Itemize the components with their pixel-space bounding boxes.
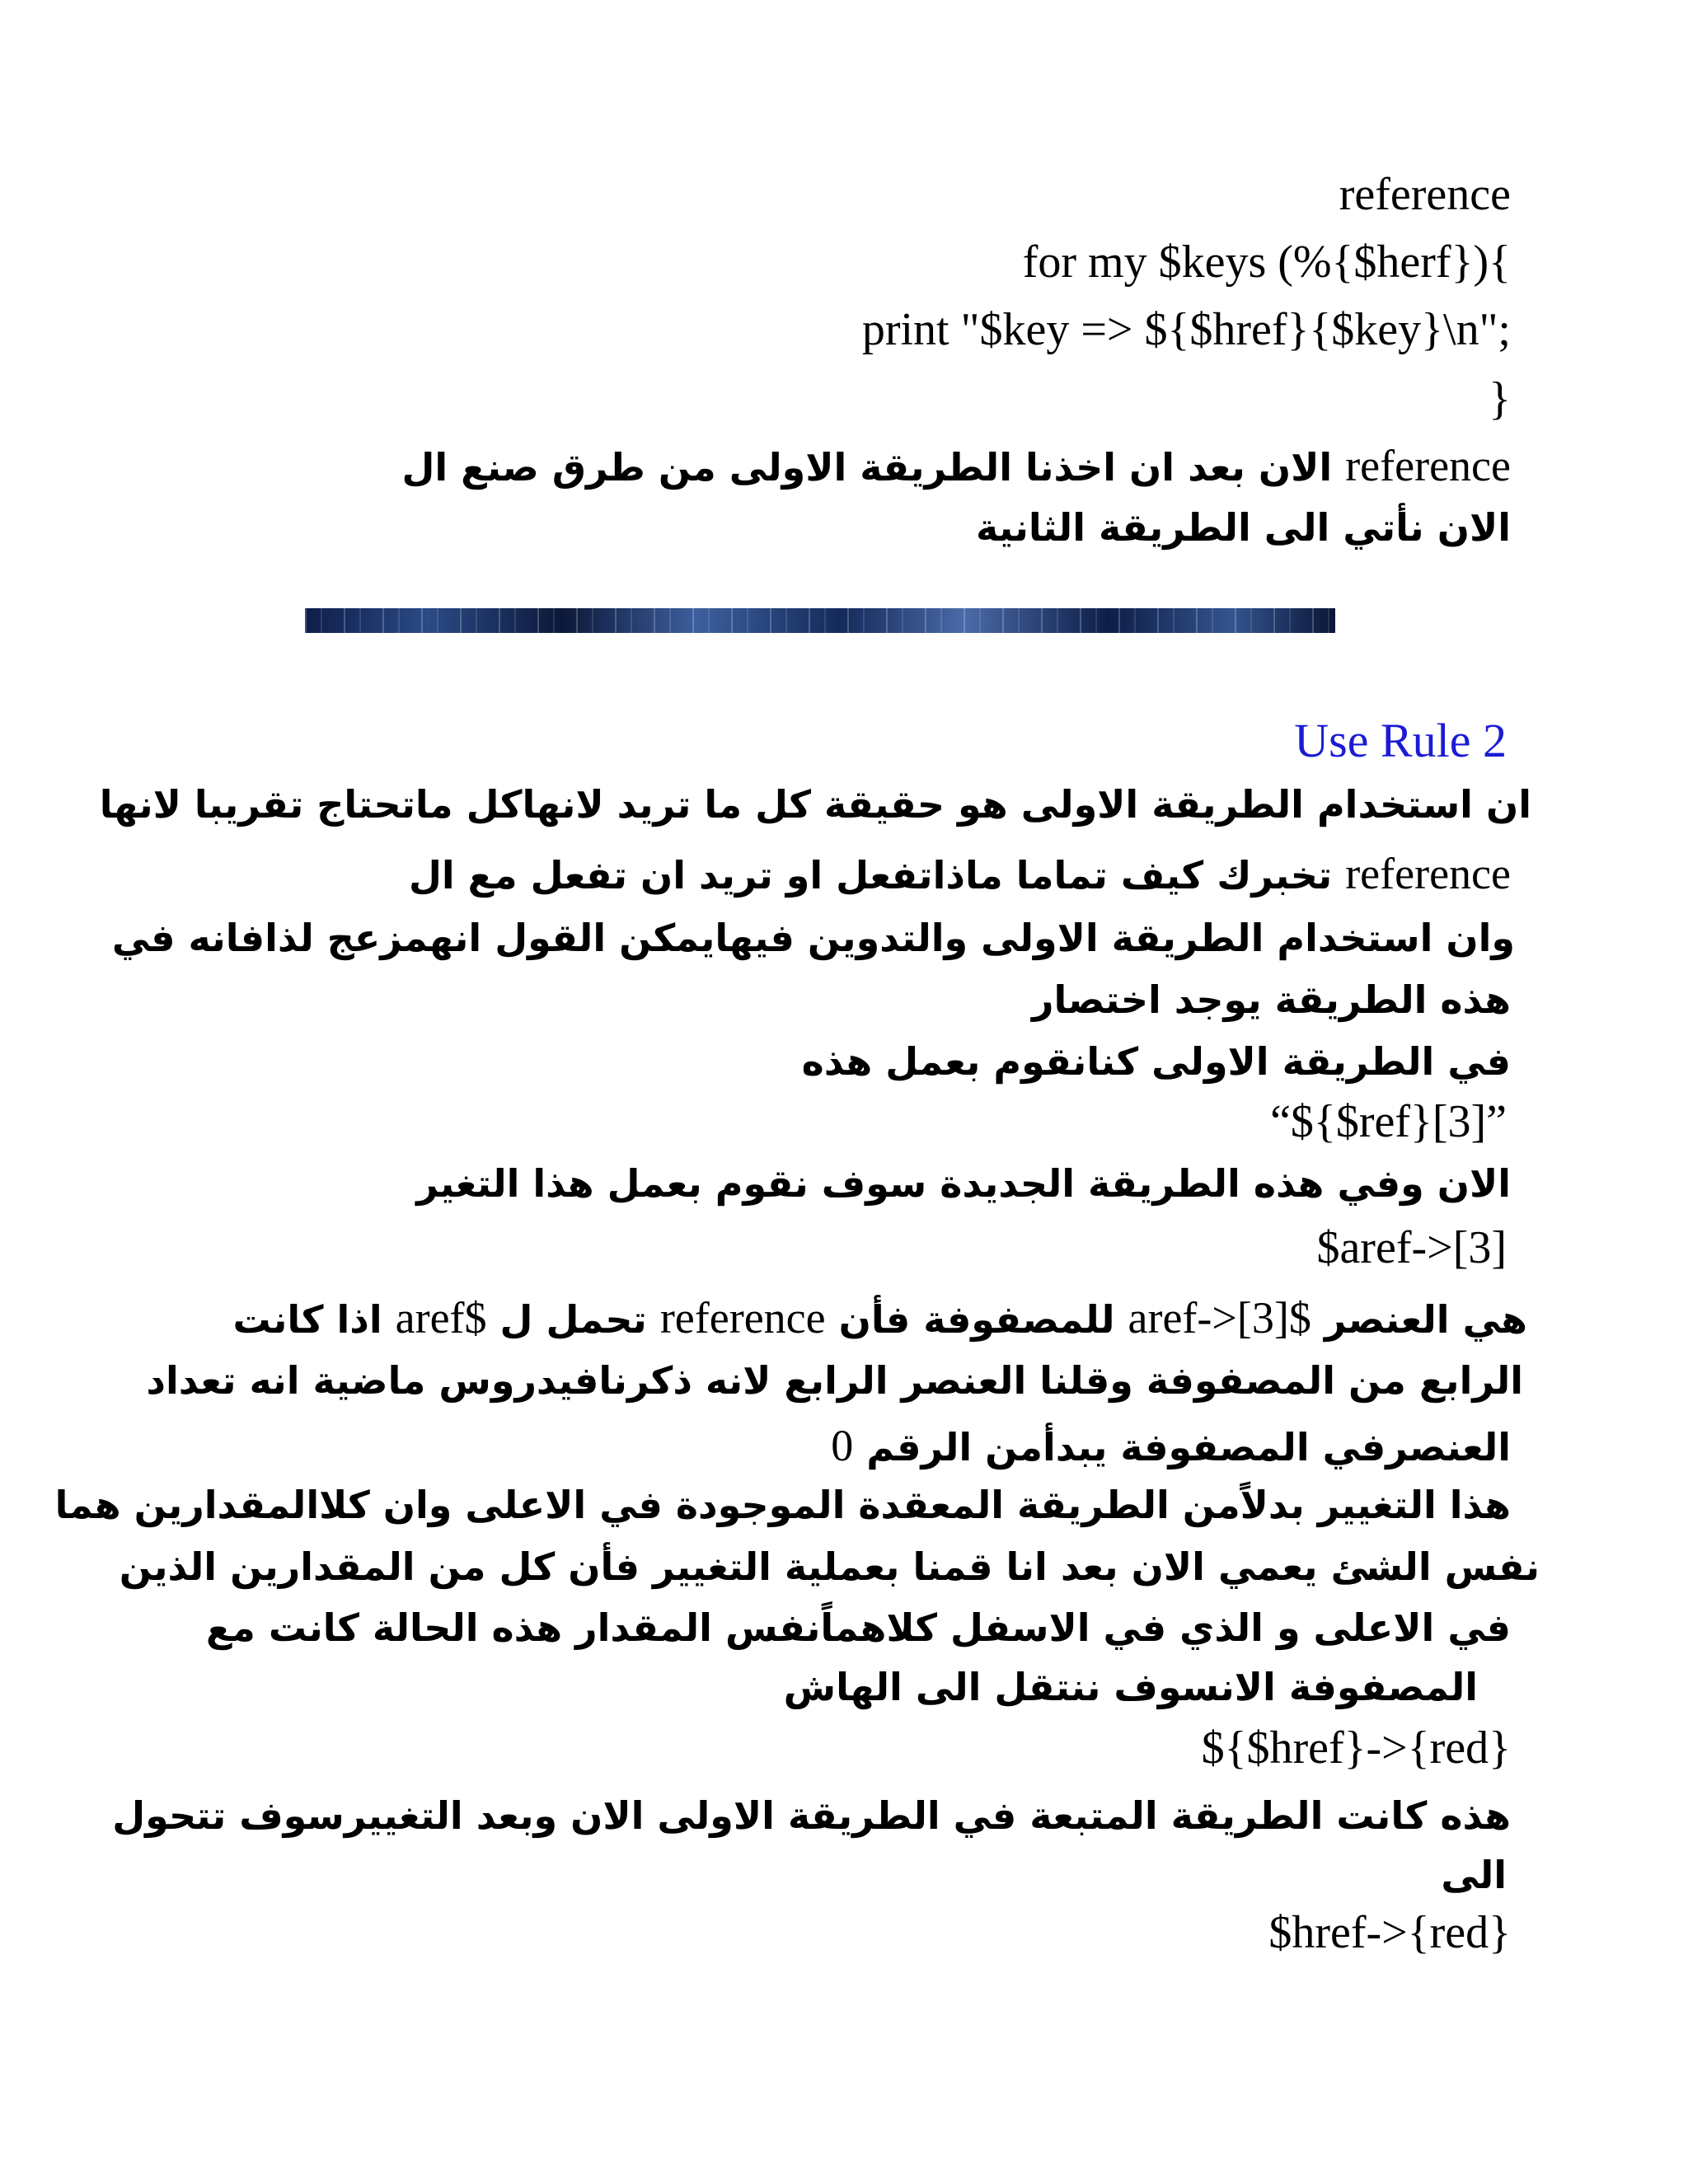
para3-line1-ar-b: للمصفوفة فأن [838,1297,1115,1342]
code-line-print: print "$key => ${$href}{$key}\n"; [861,304,1511,355]
para3-line1-ar-d: اذا كانت [232,1297,382,1342]
para3-line3-ar: العنصرفي المصفوفة يبدأمن الرقم [866,1425,1511,1469]
para1-line1 [401,443,1511,488]
code-line-for-loop: for my $keys (%{$herf}){ [1022,237,1511,288]
para2-line6: الان وفي هذه الطريقة الجديدة سوف نقوم بعمل هذا التغير [416,1161,1511,1206]
section-heading: Use Rule 2 [1294,714,1507,767]
para4-line1: هذه كانت الطريقة المتبعة في الطريقة الاولى الان وبعد التغييرسوف تتحول [112,1793,1511,1838]
code-ref-index: “${$ref}[3]” [1270,1096,1507,1147]
code-line-close-brace: } [1489,373,1511,424]
para1-line1-en: reference [1345,441,1511,490]
code-href-arrow: $href->{red} [1268,1907,1511,1958]
para3-line5: نفس الشئ يعمي الان بعد انا قمنا بعملية التغيير فأن كل من المقدارين الذين [119,1544,1540,1589]
para2-line5: في الطريقة الاولى كنانقوم بعمل هذه [801,1039,1511,1084]
para2-line3: وان استخدام الطريقة الاولى والتدوين فيهايمكن القول انهمزعج لذافانه في [111,916,1515,960]
para1-line1-ar: الان بعد ان اخذنا الطريقة الاولى من طرق صنع ال [401,445,1333,490]
para2-line1: ان استخدام الطريقة الاولى هو حقيقة كل ما تريد لانهاكل ماتحتاج تقريبا لانها [99,782,1531,827]
para3-line7: المصفوفة الانسوف ننتقل الى الهاش [783,1665,1478,1709]
code-aref-arrow: $aref->[3] [1316,1222,1507,1273]
code-href-deref: ${$href}->{red} [1201,1722,1511,1774]
para2-line2 [409,851,1511,896]
para2-line2-en: reference [1345,849,1511,898]
para3-line2: الرابع من المصفوفة وقلنا العنصر الرابع لانه ذكرنافيدروس ماضية انه تعداد [146,1358,1523,1403]
para4-line2: الى [1441,1853,1507,1897]
para2-line4: هذه الطريقة يوجد اختصار [1031,977,1511,1022]
para3-line1-en-b: reference [659,1293,826,1343]
para3-line3-num: 0 [831,1421,854,1470]
code-line-reference: reference [1339,169,1511,220]
para2-line2-ar: تخبرك كيف تماما ماذاتفعل او تريد ان تفعل مع ال [408,853,1333,898]
para3-line6: في الاعلى و الذي في الاسفل كلاهماًنفس المقدار هذه الحالة كانت مع [205,1605,1511,1650]
para3-line1 [232,1293,1527,1343]
para3-line1-ar-a: هي العنصر [1324,1297,1527,1342]
para3-line1-ar-c: تحمل ل [499,1297,647,1342]
para3-line1-en-c: $aref [395,1293,487,1343]
para3-line3 [831,1423,1511,1468]
para1-line2: الان نأتي الى الطريقة الثانية [975,505,1511,550]
para3-line1-en-a: $aref->[3] [1128,1293,1311,1343]
para3-line4: هذا التغيير بدلاًمن الطريقة المعقدة الموجودة في الاعلى وان كلاالمقدارين هما [54,1483,1511,1527]
decorative-divider-bar [305,608,1335,633]
